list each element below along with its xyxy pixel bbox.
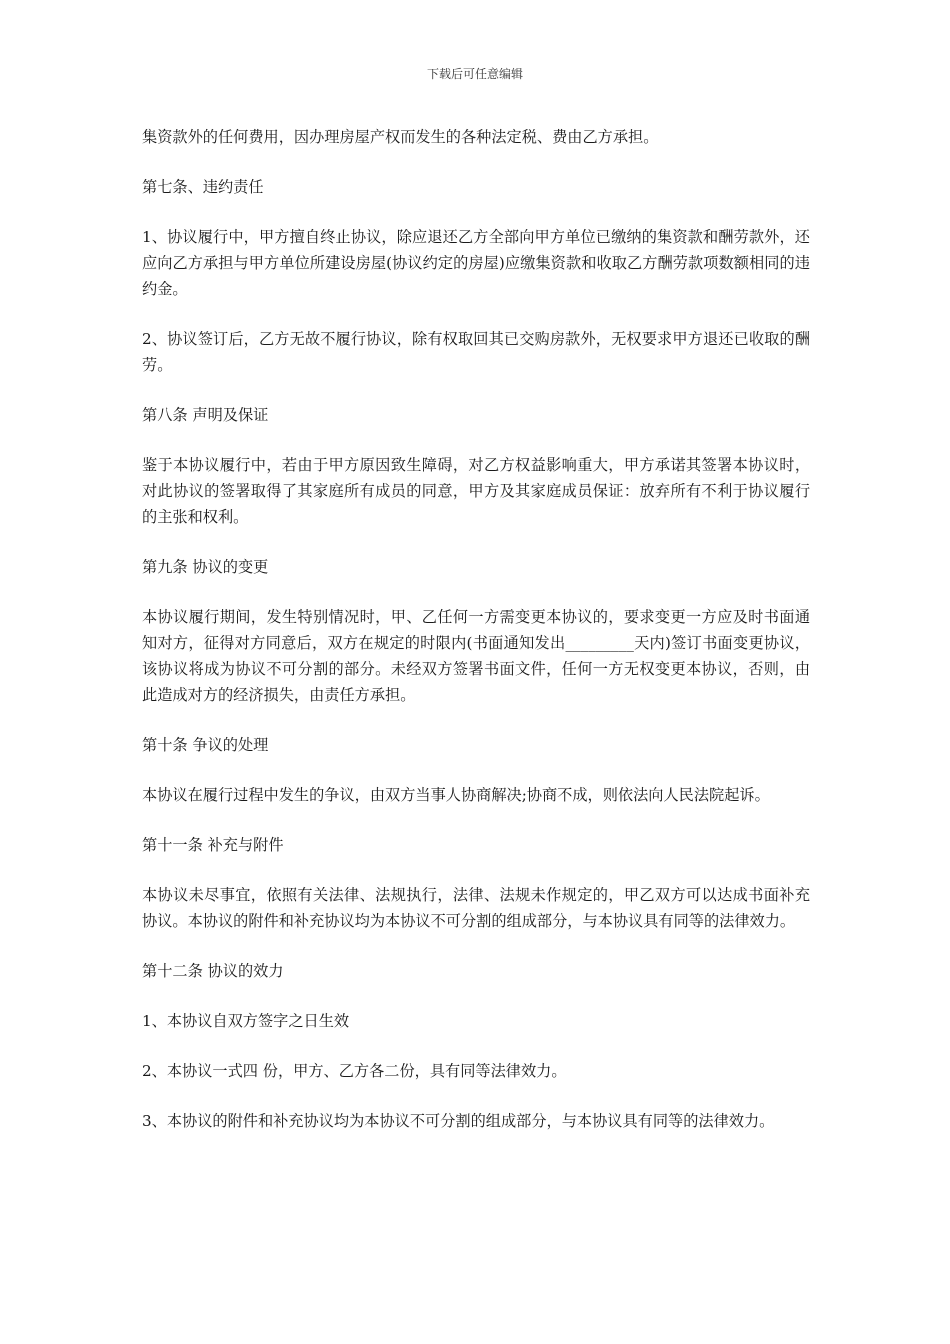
section-heading-article-12: 第十二条 协议的效力 <box>142 962 284 980</box>
section-heading-article-7: 第七条、违约责任 <box>142 178 264 196</box>
paragraph-article-7-clause-2: 2、协议签订后，乙方无故不履行协议，除有权取回其已交购房款外，无权要求甲方退还已收取的酬劳。 <box>142 330 810 374</box>
paragraph-article-10-body: 本协议在履行过程中发生的争议，由双方当事人协商解决;协商不成，则依法向人民法院起诉。 <box>142 786 770 804</box>
paragraph-article-12-clause-3: 3、本协议的附件和补充协议均为本协议不可分割的组成部分，与本协议具有同等的法律效力。 <box>142 1112 775 1130</box>
paragraph-article-9-body: 本协议履行期间，发生特别情况时，甲、乙任何一方需变更本协议的，要求变更一方应及时书面通知对方，征得对方同意后，双方在规定的时限内(书面通知发出_________天内)签订书面变更协议，该协议将成为协议不可分割的部分。未经双方签署书面文件，任何一方无权变更本协议，否则，由此造成对方的经济损失，由责任方承担。 <box>142 608 810 704</box>
section-heading-article-8: 第八条 声明及保证 <box>142 406 269 424</box>
paragraph-continuation: 集资款外的任何费用，因办理房屋产权而发生的各种法定税、费由乙方承担。 <box>142 128 659 146</box>
paragraph-article-12-clause-2: 2、本协议一式四 份，甲方、乙方各二份，具有同等法律效力。 <box>142 1062 567 1080</box>
document-body <box>142 124 810 1158</box>
section-heading-article-11: 第十一条 补充与附件 <box>142 836 284 854</box>
header-note: 下载后可任意编辑 <box>426 67 523 81</box>
paragraph-article-7-clause-1: 1、协议履行中，甲方擅自终止协议，除应退还乙方全部向甲方单位已缴纳的集资款和酬劳款外，还应向乙方承担与甲方单位所建设房屋(协议约定的房屋)应缴集资款和收取乙方酬劳款项数额相同的违约金。 <box>142 228 810 298</box>
section-heading-article-10: 第十条 争议的处理 <box>142 736 269 754</box>
section-heading-article-9: 第九条 协议的变更 <box>142 558 269 576</box>
paragraph-article-8-body: 鉴于本协议履行中，若由于甲方原因致生障碍，对乙方权益影响重大，甲方承诺其签署本协议时，对此协议的签署取得了其家庭所有成员的同意，甲方及其家庭成员保证：放弃所有不利于协议履行的主张和权利。 <box>142 456 810 526</box>
paragraph-article-12-clause-1: 1、本协议自双方签字之日生效 <box>142 1012 350 1030</box>
paragraph-article-11-body: 本协议未尽事宜，依照有关法律、法规执行，法律、法规未作规定的，甲乙双方可以达成书面补充协议。本协议的附件和补充协议均为本协议不可分割的组成部分，与本协议具有同等的法律效力。 <box>142 886 810 930</box>
